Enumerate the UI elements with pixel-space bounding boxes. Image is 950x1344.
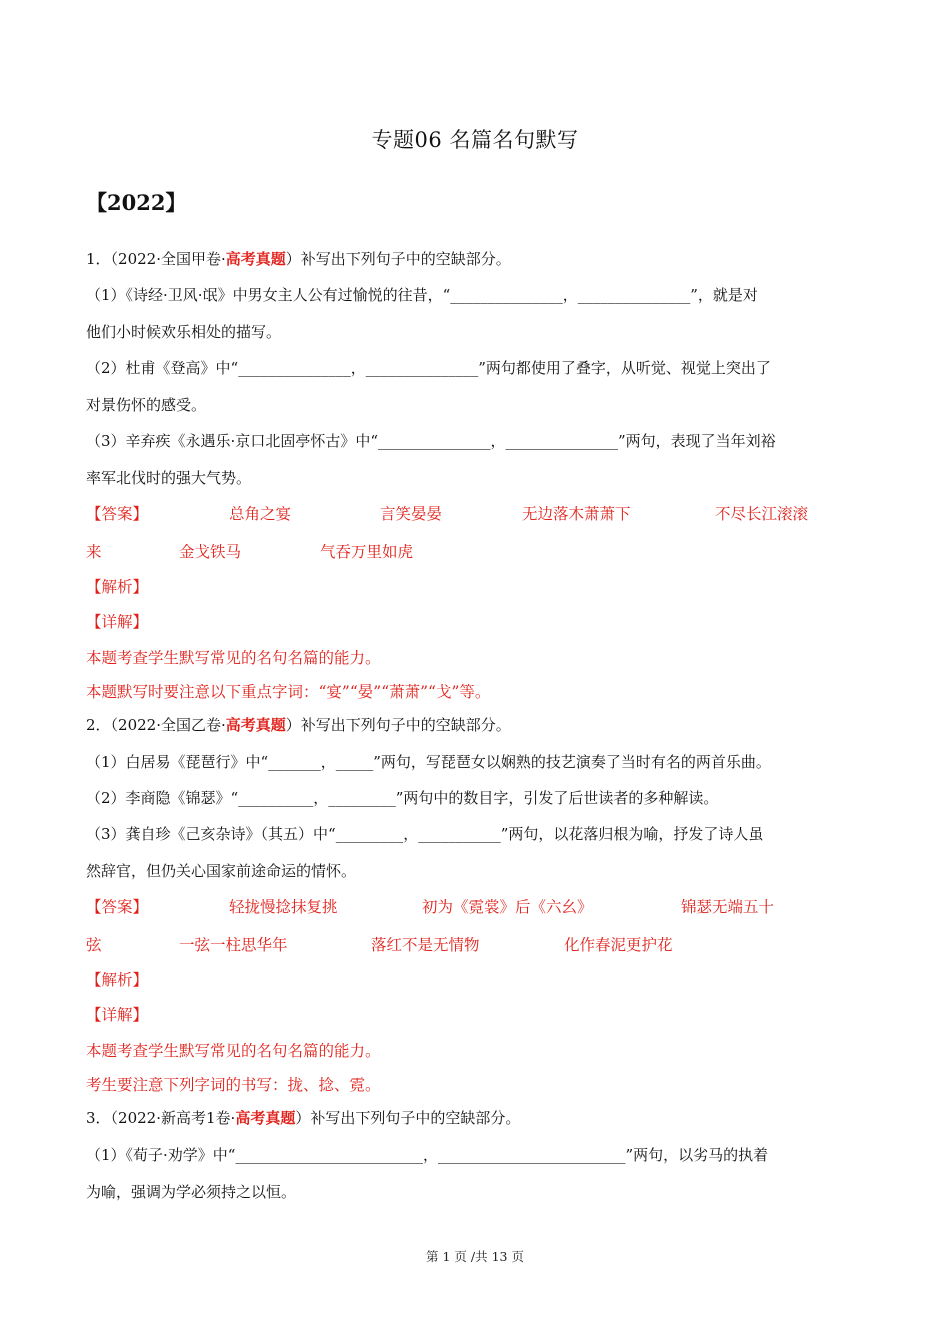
q2-part3-line1: （3）龚自珍《己亥杂诗》（其五）中“_________，___________”两句，以花落归根为喻，抒发了诗人虽: [86, 825, 764, 843]
q2-answer-3-cont: 弦: [86, 936, 102, 954]
q1-answer-6: 气吞万里如虎: [320, 543, 414, 561]
q1-answer-1: 总角之宴: [229, 505, 292, 523]
q3-part1-line1: （1）《荀子·劝学》中“_________________________，_________________________”两句，以劣马的执着: [86, 1146, 769, 1164]
q1-answer-5: 金戈铁马: [179, 543, 242, 561]
q2-detail-1: 本题考查学生默写常见的名句名篇的能力。: [86, 1042, 381, 1060]
q1-detail-label: 【详解】: [86, 613, 149, 631]
q1-source-tag: 高考真题: [225, 250, 286, 268]
q1-part3-line2: 率军北伐时的强大气势。: [86, 469, 252, 487]
q2-answer-3: 锦瑟无端五十: [681, 898, 775, 916]
q1-part2-line1: （2）杜甫《登高》中“_______________，_______________”两句都使用了叠字，从听觉、视觉上突出了: [86, 359, 771, 377]
q1-part3-line1: （3）辛弃疾《永遇乐·京口北固亭怀古》中“_______________，_______________”两句，表现了当年刘裕: [86, 432, 776, 450]
q1-source-pre: （2022·全国甲卷·: [110, 250, 226, 268]
q2-part3-line2: 然辞官，但仍关心国家前途命运的情怀。: [86, 862, 357, 880]
q1-detail-1: 本题考查学生默写常见的名句名篇的能力。: [86, 649, 381, 667]
q3-number: 3．: [86, 1109, 111, 1127]
q2-answer-2: 初为《霓裳》后《六幺》: [422, 898, 593, 916]
page-title: 专题06 名篇名句默写: [371, 128, 579, 152]
page-footer: 第 1 页 /共 13 页: [426, 1249, 524, 1264]
q3-part1-line2: 为喻，强调为学必须持之以恒。: [86, 1183, 297, 1201]
q2-detail-2: 考生要注意下列字词的书写：拢、捻、霓。: [86, 1076, 381, 1094]
q1-part1-line1: （1）《诗经·卫风·氓》中男女主人公有过愉悦的往昔，“_______________，_______________”，就是对: [86, 286, 758, 304]
q1-part2-line2: 对景伤怀的感受。: [86, 396, 207, 414]
q3-source-post: ）补写出下列句子中的空缺部分。: [295, 1109, 521, 1127]
q3-header: [86, 1107, 866, 1128]
q2-detail-label: 【详解】: [86, 1006, 149, 1024]
q1-detail-2: 本题默写时要注意以下重点字词：“宴”“晏”“萧萧”“戈”等。: [86, 683, 491, 701]
q2-answer-6: 化作春泥更护花: [564, 936, 673, 954]
q1-header: [86, 248, 866, 269]
q1-source-post: ）补写出下列句子中的空缺部分。: [285, 250, 511, 268]
year-heading: 【2022】: [86, 190, 187, 215]
q3-source-tag: 高考真题: [235, 1109, 296, 1127]
q1-answer-label: 【答案】: [86, 505, 149, 523]
q2-answer-5: 落红不是无情物: [371, 936, 480, 954]
q2-answer-4: 一弦一柱思华年: [179, 936, 288, 954]
q2-part1-line1: （1）白居易《琵琶行》中“_______，_____”两句，写琵琶女以娴熟的技艺演奏了当时有名的两首乐曲。: [86, 753, 771, 771]
q1-analysis-label: 【解析】: [86, 578, 149, 596]
q2-source-pre: （2022·全国乙卷·: [110, 716, 226, 734]
q2-header: [86, 714, 866, 735]
q2-part2-line1: （2）李商隐《锦瑟》“__________，_________”两句中的数目字，引发了后世读者的多种解读。: [86, 789, 719, 807]
q2-answer-1: 轻拢慢捻抹复挑: [229, 898, 338, 916]
q2-source-tag: 高考真题: [225, 716, 286, 734]
q1-answer-4: 不尽长江滚滚: [715, 505, 809, 523]
q1-answer-4-cont: 来: [86, 543, 102, 561]
q2-analysis-label: 【解析】: [86, 971, 149, 989]
q2-answer-label: 【答案】: [86, 898, 149, 916]
q1-part1-line2: 他们小时候欢乐相处的描写。: [86, 323, 282, 341]
q2-source-post: ）补写出下列句子中的空缺部分。: [285, 716, 511, 734]
q1-number: 1．: [86, 250, 111, 268]
q1-answer-3: 无边落木萧萧下: [522, 505, 631, 523]
q1-answer-2: 言笑晏晏: [380, 505, 443, 523]
q3-source-pre: （2022·新高考1卷·: [110, 1109, 236, 1127]
q2-number: 2．: [86, 716, 111, 734]
